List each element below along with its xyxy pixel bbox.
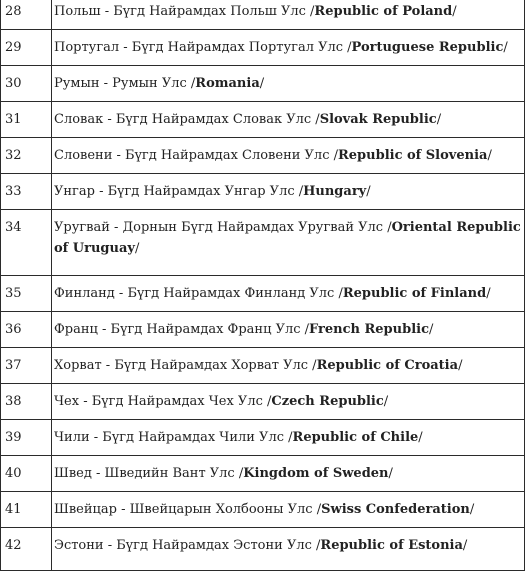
- row-number: 30: [1, 66, 52, 102]
- closing-slash: /: [503, 40, 508, 55]
- country-cell: [52, 174, 525, 210]
- row-number: 29: [1, 30, 52, 66]
- country-cell: [52, 456, 525, 492]
- country-cell: [52, 210, 525, 276]
- closing-slash: /: [436, 112, 442, 127]
- country-name-mongolian: Чили - Бүгд Найрамдах Чили Улс /: [54, 430, 293, 445]
- closing-slash: /: [469, 502, 475, 517]
- country-name-mongolian: Чех - Бүгд Найрамдах Чех Улс /: [54, 394, 272, 409]
- closing-slash: /: [418, 430, 423, 445]
- row-number: 40: [1, 456, 52, 492]
- table-row: [1, 66, 525, 102]
- country-name-mongolian: Унгар - Бүгд Найрамдах Унгар Улс /: [54, 184, 304, 199]
- closing-slash: /: [458, 358, 463, 373]
- country-name-mongolian: Словени - Бүгд Найрамдах Словени Улс /: [54, 148, 338, 163]
- row-number: 34: [1, 210, 52, 276]
- country-name-english: Kingdom of Sweden: [243, 466, 389, 481]
- country-name-english: Republic of Finland: [342, 286, 487, 301]
- row-number: 37: [1, 348, 52, 384]
- closing-slash: /: [366, 184, 371, 199]
- table-row: [1, 312, 525, 348]
- country-name-english: Oriental Republic of Uruguay: [54, 220, 521, 256]
- country-cell: [52, 528, 525, 571]
- country-cell: [52, 30, 525, 66]
- country-name-english: Czech Republic: [271, 394, 384, 409]
- country-name-english: Republic of Croatia: [316, 358, 459, 373]
- table-row: [1, 30, 525, 66]
- table-row: [1, 348, 525, 384]
- table-row: [1, 528, 525, 571]
- table-row: [1, 138, 525, 174]
- country-name-mongolian: Румын - Румын Улс /: [54, 76, 196, 91]
- country-name-english: Romania: [195, 76, 260, 91]
- table-row: [1, 384, 525, 420]
- country-name-english: Hungary: [303, 184, 367, 199]
- table-row: [1, 420, 525, 456]
- table-row: [1, 102, 525, 138]
- row-number: 42: [1, 528, 52, 571]
- closing-slash: /: [428, 322, 434, 337]
- country-name-mongolian: Хорват - Бүгд Найрамдах Хорват Улс /: [54, 358, 317, 373]
- country-name-english: French Republic: [309, 322, 429, 337]
- country-name-mongolian: Швейцар - Швейцарын Холбооны Улс /: [54, 502, 322, 517]
- country-name-english: Swiss Confederation: [321, 502, 470, 517]
- closing-slash: /: [388, 466, 393, 481]
- country-name-mongolian: Финланд - Бүгд Найрамдах Финланд Улс /: [54, 286, 343, 301]
- country-name-mongolian: Швед - Шведийн Вант Улс /: [54, 466, 244, 481]
- country-cell: [52, 276, 525, 312]
- row-number: 32: [1, 138, 52, 174]
- table-row: [1, 174, 525, 210]
- table-row: [1, 456, 525, 492]
- country-name-mongolian: Уругвай - Дорнын Бүгд Найрамдах Уругвай Улс /: [54, 220, 392, 235]
- country-name-mongolian: Словак - Бүгд Найрамдах Словак Улс /: [54, 112, 320, 127]
- country-name-mongolian: Эстони - Бүгд Найрамдах Эстони Улс /: [54, 538, 321, 553]
- closing-slash: /: [487, 148, 492, 163]
- row-number: 36: [1, 312, 52, 348]
- closing-slash: /: [259, 76, 265, 91]
- country-cell: [52, 312, 525, 348]
- closing-slash: /: [486, 286, 491, 301]
- country-cell: [52, 138, 525, 174]
- row-number: 39: [1, 420, 52, 456]
- country-cell: [52, 384, 525, 420]
- table-row: [1, 0, 525, 30]
- country-name-mongolian: Португал - Бүгд Найрамдах Португал Улс /: [54, 40, 352, 55]
- country-cell: [52, 348, 525, 384]
- row-number: 38: [1, 384, 52, 420]
- country-cell: [52, 0, 525, 30]
- row-number: 33: [1, 174, 52, 210]
- country-name-english: Republic of Poland: [314, 4, 453, 19]
- country-name-mongolian: Франц - Бүгд Найрамдах Франц Улс /: [54, 322, 310, 337]
- closing-slash: /: [134, 241, 140, 256]
- country-name-mongolian: Польш - Бүгд Найрамдах Польш Улс /: [54, 4, 315, 19]
- country-cell: [52, 66, 525, 102]
- country-name-english: Portuguese Republic: [351, 40, 504, 55]
- table-row: [1, 492, 525, 528]
- row-number: 31: [1, 102, 52, 138]
- country-name-english: Republic of Estonia: [320, 538, 463, 553]
- row-number: 41: [1, 492, 52, 528]
- closing-slash: /: [452, 4, 457, 19]
- table-row: [1, 276, 525, 312]
- country-name-english: Slovak Republic: [319, 112, 437, 127]
- closing-slash: /: [462, 538, 468, 553]
- country-cell: [52, 420, 525, 456]
- country-cell: [52, 102, 525, 138]
- country-name-english: Republic of Chile: [292, 430, 419, 445]
- country-cell: [52, 492, 525, 528]
- country-name-english: Republic of Slovenia: [337, 148, 488, 163]
- row-number: 28: [1, 0, 52, 30]
- closing-slash: /: [383, 394, 389, 409]
- row-number: 35: [1, 276, 52, 312]
- table-row: [1, 210, 525, 276]
